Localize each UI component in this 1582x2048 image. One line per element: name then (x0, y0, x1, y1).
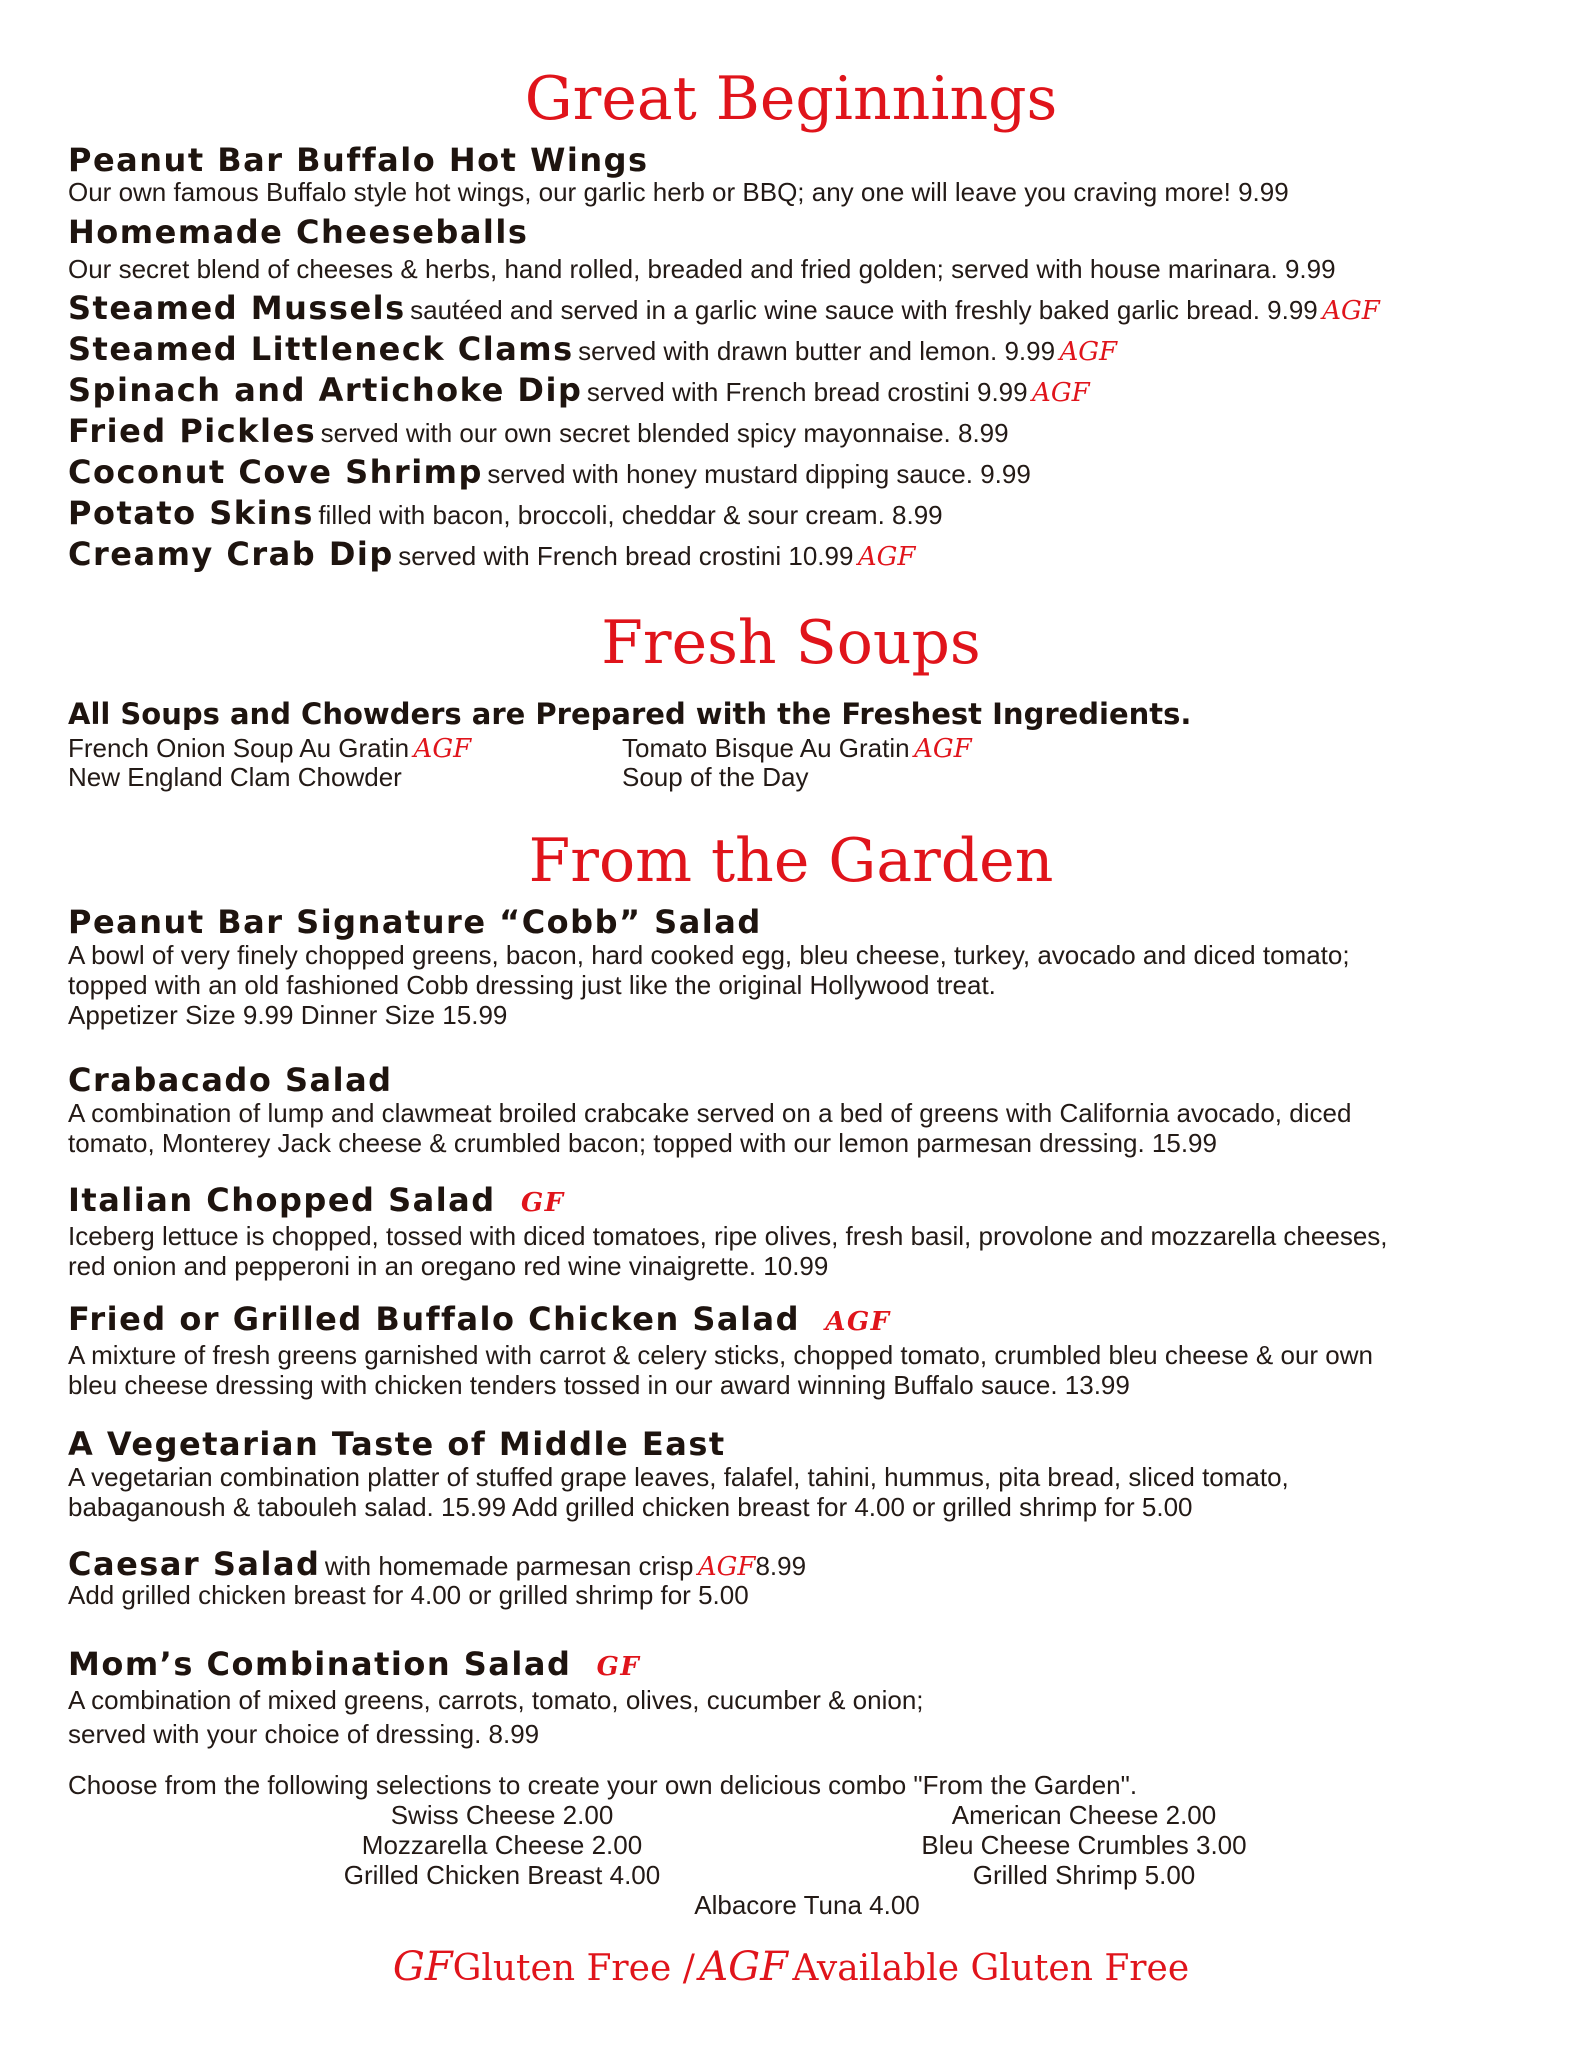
combo-option (527, 1890, 1087, 1925)
item-description: Our secret blend of cheeses & herbs, hand rolled, breaded and fried golden; served with house marinara. 9.99 (68, 254, 1336, 284)
item-description: filled with bacon, broccoli, cheddar & sour cream. 8.99 (318, 500, 943, 530)
appetizer-item (68, 454, 1031, 497)
item-name: Coconut Cove Shrimp (68, 453, 483, 491)
agf-badge: AGF (1059, 337, 1118, 367)
combo-option-label: American Cheese 2.00 (951, 1800, 1217, 1830)
agf-badge: AGF (857, 542, 916, 572)
item-name-row (68, 1646, 1548, 1685)
item-price: 8.99 (755, 1551, 807, 1581)
item-name: Fried or Grilled Buffalo Chicken Salad (68, 1300, 800, 1338)
gf-legend-badge: GF (392, 1944, 453, 1990)
soup-name: Tomato Bisque Au Gratin (622, 733, 910, 763)
appetizer-item (68, 290, 1380, 333)
gf-badge: GF (520, 1188, 565, 1218)
gf-badge: GF (596, 1652, 641, 1682)
soup-name: French Onion Soup Au Gratin (68, 733, 410, 763)
item-name: Crabacado Salad (68, 1061, 393, 1099)
item-description-line: babaganoush & tabouleh salad. 15.99 Add grilled chicken breast for 4.00 or grilled shrimp for 5.00 (68, 1492, 1193, 1522)
gluten-free-legend (0, 1942, 1582, 2001)
section-heading-great-beginnings: Great Beginnings (524, 64, 1058, 134)
item-description: Our own famous Buffalo style hot wings, our garlic herb or BBQ; any one will leave you craving more! 9.99 (68, 177, 1289, 207)
item-description-line: served with your choice of dressing. 8.99 (68, 1719, 540, 1749)
item-name: Potato Skins (68, 494, 314, 532)
agf-badge: AGF (413, 734, 472, 764)
soup-item (68, 762, 402, 797)
item-description-line: tomato, Monterey Jack cheese & crumbled bacon; topped with our lemon parmesan dressing. 15.99 (68, 1128, 1217, 1158)
combo-option-label: Swiss Cheese 2.00 (390, 1800, 614, 1830)
item-description-line: A bowl of very finely chopped greens, bacon, hard cooked egg, bleu cheese, turkey, avocado and diced tomato; (68, 940, 1350, 970)
item-name: Creamy Crab Dip (68, 535, 394, 573)
item-name: Peanut Bar Buffalo Hot Wings (68, 141, 649, 179)
item-description-line: A mixture of fresh greens garnished with carrot & celery sticks, chopped tomato, crumbled bleu cheese & our own (68, 1340, 1373, 1370)
item-description-line: A vegetarian combination platter of stuffed grape leaves, falafel, tahini, hummus, pita bread, sliced tomato, (68, 1462, 1289, 1492)
appetizer-item (68, 331, 1117, 374)
item-name: Spinach and Artichoke Dip (68, 371, 583, 409)
item-description-line: topped with an old fashioned Cobb dressing just like the original Hollywood treat. (68, 970, 996, 1000)
agf-badge: AGF (825, 1307, 891, 1337)
section-heading-from-the-garden: From the Garden (528, 826, 1054, 896)
item-name: Italian Chopped Salad (68, 1181, 496, 1219)
item-price-line: Appetizer Size 9.99 Dinner Size 15.99 (68, 1000, 508, 1030)
section-heading-fresh-soups: Fresh Soups (601, 608, 981, 678)
agf-legend-text: Available Gluten Free (792, 1948, 1190, 1989)
item-name-row (68, 1182, 1548, 1221)
combo-option-label: Grilled Shrimp 5.00 (972, 1860, 1196, 1890)
item-description: with homemade parmesan crisp (324, 1551, 694, 1581)
combo-option-label: Albacore Tuna 4.00 (694, 1890, 920, 1920)
agf-badge: AGF (1032, 378, 1090, 408)
agf-legend-badge: AGF (699, 1944, 788, 1990)
item-name: Steamed Mussels (68, 289, 406, 327)
salad-item (68, 1426, 1548, 1522)
salad-item (68, 1062, 1548, 1158)
item-name: Homemade Cheeseballs (68, 213, 529, 251)
item-description-line: A combination of lump and clawmeat broiled crabcake served on a bed of greens with California avocado, diced (68, 1098, 1352, 1128)
soup-name: New England Clam Chowder (68, 762, 402, 792)
soups-intro (68, 696, 1191, 738)
soup-name: Soup of the Day (622, 762, 809, 792)
salad-item (68, 1301, 1548, 1400)
item-name: A Vegetarian Taste of Middle East (68, 1425, 726, 1463)
caesar-addon (68, 1580, 749, 1615)
salad-item (68, 904, 1548, 1030)
item-description-line: Iceberg lettuce is chopped, tossed with diced tomatoes, ripe olives, fresh basil, provolone and mozzarella cheeses, (68, 1221, 1388, 1251)
item-description-line: red onion and pepperoni in an oregano red wine vinaigrette. 10.99 (68, 1251, 829, 1281)
combo-option-label: Bleu Cheese Crumbles 3.00 (921, 1830, 1247, 1860)
gf-legend-text: Gluten Free / (452, 1948, 695, 1989)
item-description: served with drawn butter and lemon. 9.99 (578, 336, 1056, 366)
item-description: served with our own secret blended spicy mayonnaise. 8.99 (320, 418, 1009, 448)
item-name-row (68, 1301, 1548, 1340)
item-description-line: A combination of mixed greens, carrots, tomato, olives, cucumber & onion; (68, 1685, 924, 1715)
item-name: Peanut Bar Signature “Cobb” Salad (68, 903, 762, 941)
item-name: Fried Pickles (68, 412, 317, 450)
appetizer-item (68, 495, 943, 538)
appetizer-item (68, 536, 915, 579)
item-description: sautéed and served in a garlic wine sauce with freshly baked garlic bread. 9.99 (410, 295, 1318, 325)
salad-item-moms (68, 1646, 1548, 1749)
agf-badge: AGF (697, 1552, 756, 1582)
salad-item (68, 1182, 1548, 1281)
agf-badge: AGF (914, 734, 972, 764)
item-name: Mom’s Combination Salad (68, 1645, 572, 1683)
item-description-line: bleu cheese dressing with chicken tenders tossed in our award winning Buffalo sauce. 13.99 (68, 1370, 1130, 1400)
item-description: served with French bread crostini 9.99 (586, 377, 1028, 407)
appetizer-item (68, 413, 1009, 456)
item-name: Steamed Littleneck Clams (68, 330, 574, 368)
soups-intro-text: All Soups and Chowders are Prepared with the Freshest Ingredients. (68, 697, 1192, 731)
appetizer-desc (68, 251, 1336, 292)
item-name: Caesar Salad (68, 1545, 321, 1583)
combo-option-label: Mozzarella Cheese 2.00 (361, 1830, 643, 1860)
appetizer-desc (68, 174, 1289, 215)
item-description-line: Add grilled chicken breast for 4.00 or grilled shrimp for 5.00 (68, 1580, 749, 1610)
combo-intro-text: Choose from the following selections to create your own delicious combo "From the Garden". (68, 1770, 1138, 1800)
item-description: served with French bread crostini 10.99 (398, 541, 854, 571)
item-description: served with honey mustard dipping sauce. 9.99 (487, 459, 1031, 489)
combo-option-label: Grilled Chicken Breast 4.00 (343, 1860, 661, 1890)
agf-badge: AGF (1322, 296, 1380, 326)
appetizer-item (68, 372, 1090, 415)
soup-item (622, 762, 808, 797)
